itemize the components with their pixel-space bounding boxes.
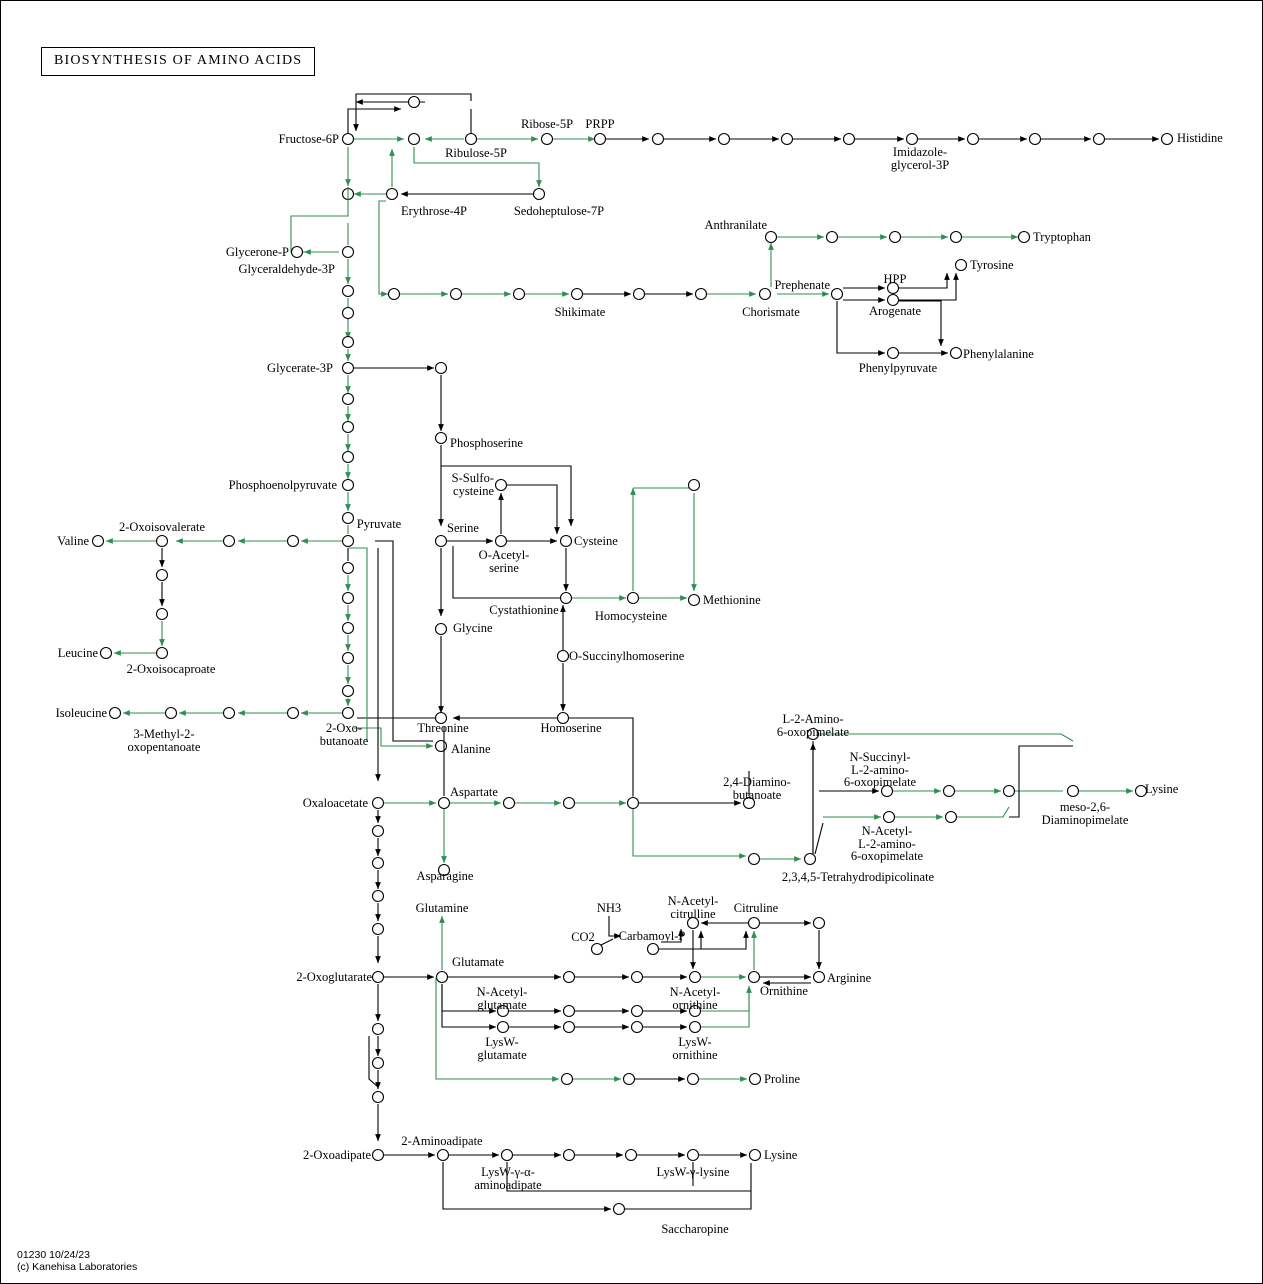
label-tyrosine: Tyrosine	[970, 258, 1014, 272]
label-anthranilate: Anthranilate	[704, 218, 767, 232]
label-leucine: Leucine	[57, 646, 98, 660]
label-citruline: Citruline	[733, 901, 779, 915]
label-2-oxoisovalerate: 2-Oxoisovalerate	[118, 520, 206, 534]
label-o-succinylhomoserine: O-Succinylhomoserine	[569, 649, 685, 663]
label-lysw-g-lysine: LysW-γ-lysine	[656, 1165, 730, 1179]
label-fructose-6p: Fructose-6P	[278, 132, 339, 146]
label-2-oxoisocaproate: 2-Oxoisocaproate	[126, 662, 216, 676]
label-glutamate: Glutamate	[452, 955, 505, 969]
label-prephenate: Prephenate	[774, 278, 830, 292]
label-2-oxoadipate: 2-Oxoadipate	[302, 1148, 371, 1162]
label-s-sulfo-cysteine: S-Sulfo- cysteine	[451, 471, 494, 498]
label-ornithine: Ornithine	[760, 984, 808, 998]
label-imidazole-glycerol-3p: Imidazole- glycerol-3P	[890, 145, 950, 172]
label-meso-2-6-diaminopimelate: meso-2,6- Diaminopimelate	[1041, 800, 1129, 827]
footer-copyright: (c) Kanehisa Laboratories	[17, 1261, 138, 1273]
label-n-acetyl-ornithine: N-Acetyl- ornithine	[669, 985, 721, 1012]
label-lysine-dap: Lysine	[1145, 782, 1179, 796]
label-lysw-g-a-aminoadipate: LysW-γ-α- aminoadipate	[474, 1165, 542, 1192]
label-homocysteine: Homocysteine	[594, 609, 668, 623]
label-alanine: Alanine	[451, 742, 491, 756]
label-3-methyl-2-oxopentanoate: 3-Methyl-2- oxopentanoate	[127, 727, 201, 754]
label-2-4-diamino-butanoate: 2,4-Diamino- butanoate	[723, 775, 791, 802]
label-isoleucine: Isoleucine	[55, 706, 107, 720]
label-methionine: Methionine	[703, 593, 761, 607]
label-n-acetyl-citrulline: N-Acetyl- citrulline	[667, 894, 719, 921]
label-2-aminoadipate: 2-Aminoadipate	[401, 1134, 483, 1148]
label-phosphoenolpyruvate: Phosphoenolpyruvate	[228, 478, 337, 492]
label-phosphoserine: Phosphoserine	[450, 436, 523, 450]
label-phenylpyruvate: Phenylpyruvate	[858, 361, 938, 375]
label-cysteine: Cysteine	[574, 534, 618, 548]
label-hpp: HPP	[883, 272, 907, 286]
label-glyceraldehyde-3p: Glyceraldehyde-3P	[238, 262, 335, 276]
label-shikimate: Shikimate	[554, 305, 606, 319]
label-glycerate-3p: Glycerate-3P	[267, 361, 333, 375]
label-asparagine: Asparagine	[416, 869, 474, 883]
label-histidine: Histidine	[1177, 131, 1223, 145]
label-arginine: Arginine	[827, 971, 872, 985]
label-n-acetyl-glutamate: N-Acetyl- glutamate	[476, 985, 528, 1012]
label-n-succinyl-l-2-amino-6-oxopimelate: N-Succinyl- L-2-amino- 6-oxopimelate	[843, 750, 917, 789]
pathway-graph	[1, 1, 1263, 1284]
label-2-oxo-butanoate: 2-Oxo- butanoate	[319, 721, 369, 748]
label-ribulose-5p: Ribulose-5P	[445, 146, 507, 160]
label-lysw-ornithine: LysW- ornithine	[672, 1035, 718, 1062]
label-n-acetyl-l-2-amino-6-oxopimelate: N-Acetyl- L-2-amino- 6-oxopimelate	[850, 824, 924, 863]
label-glutamine: Glutamine	[415, 901, 469, 915]
label-lysw-glutamate: LysW- glutamate	[477, 1035, 527, 1062]
label-carbamoyl-p: Carbamoyl-P	[618, 929, 686, 943]
map-title: BIOSYNTHESIS OF AMINO ACIDS	[41, 47, 315, 76]
label-phenylalanine: Phenylalanine	[963, 347, 1034, 361]
footer-id: 01230 10/24/23	[17, 1249, 90, 1261]
label-o-acetyl-serine: O-Acetyl- serine	[478, 548, 530, 575]
label-pyruvate: Pyruvate	[356, 517, 402, 531]
label-co2: CO2	[571, 930, 595, 944]
label-aspartate: Aspartate	[450, 785, 498, 799]
label-chorismate: Chorismate	[742, 305, 800, 319]
label-homoserine: Homoserine	[540, 721, 602, 735]
label-prpp: PRPP	[585, 117, 615, 131]
label-l-2-amino-6-oxopimelate: L-2-Amino- 6-oxopimelate	[776, 712, 850, 739]
label-glycine: Glycine	[453, 621, 493, 635]
label-serine: Serine	[447, 521, 479, 535]
label-proline: Proline	[764, 1072, 801, 1086]
label-threonine: Threonine	[417, 721, 469, 735]
label-valine: Valine	[57, 534, 89, 548]
label-oxaloacetate: Oxaloacetate	[302, 796, 368, 810]
label-saccharopine: Saccharopine	[661, 1222, 729, 1236]
label-nh3: NH3	[596, 901, 622, 915]
label-tetrahydrodipicolinate: 2,3,4,5-Tetrahydrodipicolinate	[781, 870, 935, 884]
label-cystathionine: Cystathionine	[489, 603, 559, 617]
label-lysine-aaa: Lysine	[764, 1148, 798, 1162]
label-erythrose-4p: Erythrose-4P	[401, 204, 467, 218]
label-glycerone-p: Glycerone-P	[225, 245, 289, 259]
label-tryptophan: Tryptophan	[1033, 230, 1091, 244]
label-sedoheptulose-7p: Sedoheptulose-7P	[513, 204, 605, 218]
label-ribose-5p: Ribose-5P	[520, 117, 574, 131]
label-arogenate: Arogenate	[868, 304, 922, 318]
map-footer	[17, 1249, 137, 1273]
label-2-oxoglutarate: 2-Oxoglutarate	[296, 970, 372, 984]
